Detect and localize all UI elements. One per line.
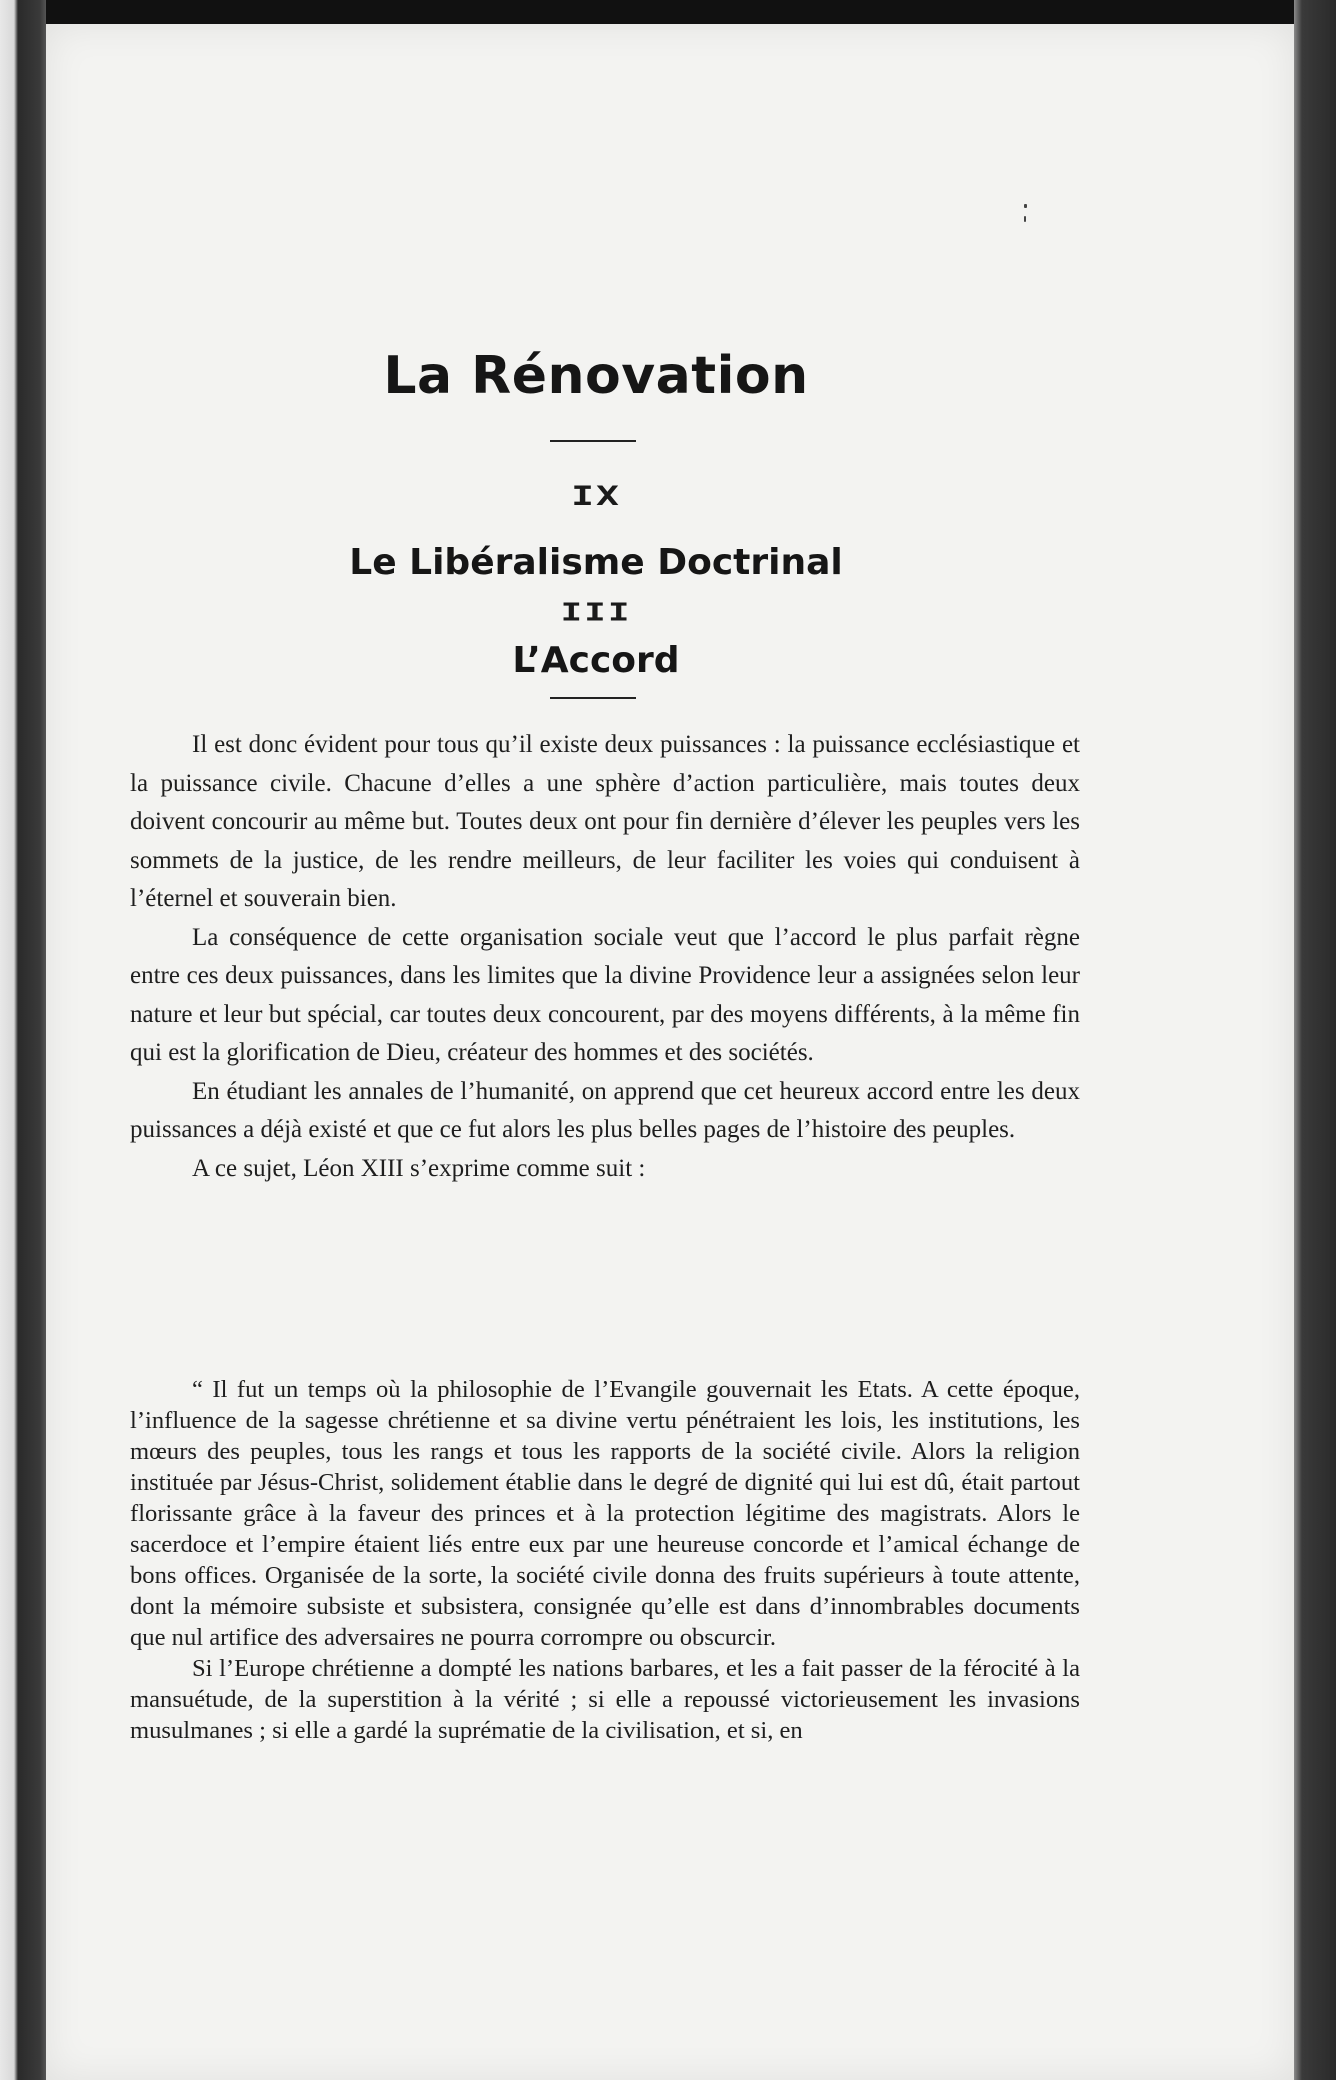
scan-left-border bbox=[0, 0, 46, 2080]
section-number: IX bbox=[571, 480, 621, 512]
paragraph: Il est donc évident pour tous qu’il existe deux puissances : la puissance ecclésiastique et la puissance civile. Chacune d’elles a une sphère d’action particulière, mais toutes deux doivent concourir au même but. Toutes deux ont pour fin dernière d’élever les peuples vers les sommets de la justice, de les rendre meilleurs, de leur faciliter les voies qui conduisent à l’éternel et souverain bien. bbox=[130, 731, 1080, 912]
section-title: Le Libéralisme Doctrinal bbox=[349, 542, 843, 583]
scan-speck bbox=[1024, 216, 1026, 222]
book-page bbox=[46, 24, 1294, 2080]
scan-top-border bbox=[0, 0, 1336, 26]
subsection-title: L’Accord bbox=[512, 640, 680, 681]
paragraph: La conséquence de cette organisation sociale veut que l’accord le plus parfait règne entre ces deux puissances, dans les limites que la divine Providence leur a assignées selon leur nature et leur but spécial, car toutes deux concourent, par des moyens différents, à la même fin qui est la glorification de Dieu, créateur des hommes et des sociétés. bbox=[130, 923, 1080, 1066]
page-title: La Rénovation bbox=[383, 346, 809, 406]
subsection-number: III bbox=[560, 598, 632, 627]
subtitle-divider bbox=[550, 697, 636, 699]
quote-paragraph: Si l’Europe chrétienne a dompté les nations barbares, et les a fait passer de la férocité à la mansuétude, de la superstition à la vérité ; si elle a repoussé victorieusement les invasions musulmanes ; si elle a gardé la suprématie de la civilisation, et si, en bbox=[130, 1655, 1080, 1744]
quotation-block bbox=[130, 1374, 1080, 1746]
paragraph: En étudiant les annales de l’humanité, on apprend que cet heureux accord entre les deux puissances a déjà existé et que ce fut alors les plus belles pages de l’histoire des peuples. bbox=[130, 1077, 1080, 1143]
paragraph: A ce sujet, Léon XIII s’exprime comme suit : bbox=[192, 1154, 646, 1182]
title-divider bbox=[550, 440, 636, 442]
quote-paragraph: “ Il fut un temps où la philosophie de l’Evangile gouvernait les Etats. A cette époque, l’influence de la sagesse chrétienne et sa divine vertu pénétraient les lois, les institutions, les mœurs des peuples, tous les rangs et tous les rapports de la société civile. Alors la religion instituée par Jésus-Christ, solidement établie dans le degré de dignité qui lui est dû, était partout florissante grâce à la faveur des princes et à la protection légitime des magistrats. Alors le sacerdoce et l’empire étaient liés entre eux par une heureuse concorde et l’amical échange de bons offices. Organisée de la sorte, la société civile donna des fruits supérieurs à toute attente, dont la mémoire subsiste et subsistera, consignée qu’elle est dans d’innombrables documents que nul artifice des adversaires ne pourra corrompre ou obscurcir. bbox=[130, 1376, 1080, 1651]
body-paragraphs bbox=[130, 726, 1080, 1188]
scan-speck bbox=[1024, 204, 1027, 208]
scan-right-border bbox=[1294, 0, 1336, 2080]
